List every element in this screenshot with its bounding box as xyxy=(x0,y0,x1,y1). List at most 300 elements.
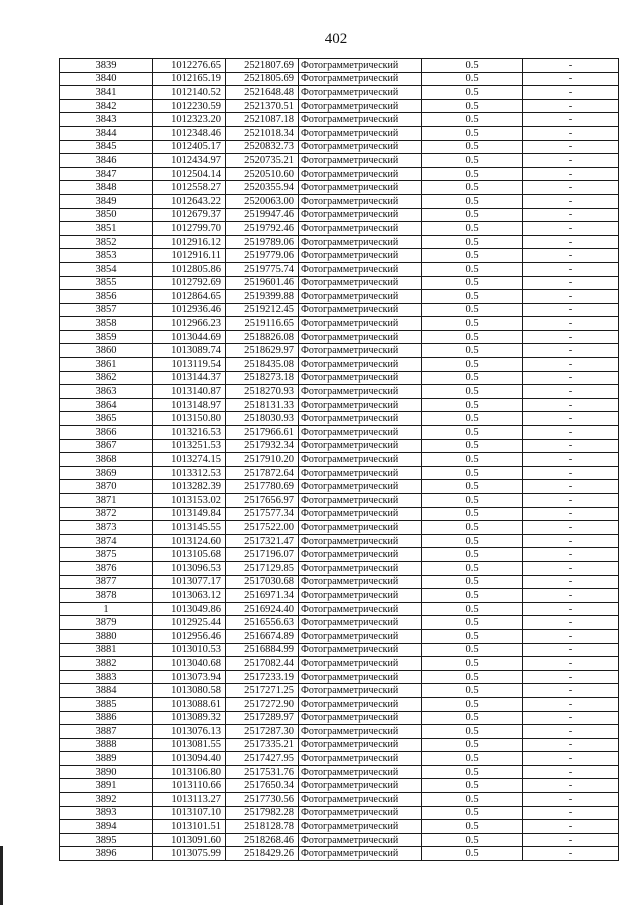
method-cell: Фотограмметрический xyxy=(299,684,422,698)
note-cell: - xyxy=(523,670,619,684)
method-cell: Фотограмметрический xyxy=(299,534,422,548)
accuracy-cell: 0.5 xyxy=(422,793,523,807)
table-row xyxy=(60,99,619,113)
note-cell: - xyxy=(523,208,619,222)
point-number-cell: 3880 xyxy=(60,629,153,643)
note-cell: - xyxy=(523,765,619,779)
method-cell: Фотограмметрический xyxy=(299,602,422,616)
note-cell: - xyxy=(523,657,619,671)
note-cell: - xyxy=(523,589,619,603)
method-cell: Фотограмметрический xyxy=(299,154,422,168)
accuracy-cell: 0.5 xyxy=(422,494,523,508)
point-number-cell: 3852 xyxy=(60,235,153,249)
point-number-cell: 3890 xyxy=(60,765,153,779)
table-row xyxy=(60,752,619,766)
point-number-cell: 3858 xyxy=(60,317,153,331)
point-number-cell: 3861 xyxy=(60,358,153,372)
y-coordinate-cell: 2517272.90 xyxy=(226,697,299,711)
point-number-cell: 3869 xyxy=(60,466,153,480)
table-row xyxy=(60,548,619,562)
table-row xyxy=(60,426,619,440)
accuracy-cell: 0.5 xyxy=(422,113,523,127)
table-row xyxy=(60,589,619,603)
method-cell: Фотограмметрический xyxy=(299,494,422,508)
point-number-cell: 3839 xyxy=(60,59,153,73)
x-coordinate-cell: 1012348.46 xyxy=(153,126,226,140)
method-cell: Фотограмметрический xyxy=(299,86,422,100)
accuracy-cell: 0.5 xyxy=(422,426,523,440)
point-number-cell: 3872 xyxy=(60,507,153,521)
x-coordinate-cell: 1013216.53 xyxy=(153,426,226,440)
method-cell: Фотограмметрический xyxy=(299,426,422,440)
accuracy-cell: 0.5 xyxy=(422,194,523,208)
note-cell: - xyxy=(523,59,619,73)
table-row xyxy=(60,738,619,752)
x-coordinate-cell: 1013274.15 xyxy=(153,453,226,467)
point-number-cell: 3885 xyxy=(60,697,153,711)
x-coordinate-cell: 1012864.65 xyxy=(153,290,226,304)
y-coordinate-cell: 2517982.28 xyxy=(226,806,299,820)
note-cell: - xyxy=(523,330,619,344)
x-coordinate-cell: 1013149.84 xyxy=(153,507,226,521)
x-coordinate-cell: 1012140.52 xyxy=(153,86,226,100)
note-cell: - xyxy=(523,793,619,807)
table-row xyxy=(60,86,619,100)
accuracy-cell: 0.5 xyxy=(422,670,523,684)
accuracy-cell: 0.5 xyxy=(422,752,523,766)
page-number: 402 xyxy=(324,31,348,47)
method-cell: Фотограмметрический xyxy=(299,507,422,521)
accuracy-cell: 0.5 xyxy=(422,276,523,290)
accuracy-cell: 0.5 xyxy=(422,154,523,168)
point-number-cell: 3857 xyxy=(60,303,153,317)
accuracy-cell: 0.5 xyxy=(422,290,523,304)
table-row xyxy=(60,820,619,834)
table-row xyxy=(60,494,619,508)
y-coordinate-cell: 2519116.65 xyxy=(226,317,299,331)
note-cell: - xyxy=(523,806,619,820)
y-coordinate-cell: 2517082.44 xyxy=(226,657,299,671)
note-cell: - xyxy=(523,126,619,140)
accuracy-cell: 0.5 xyxy=(422,86,523,100)
table-row xyxy=(60,697,619,711)
note-cell: - xyxy=(523,262,619,276)
accuracy-cell: 0.5 xyxy=(422,330,523,344)
table-row xyxy=(60,602,619,616)
point-number-cell: 3873 xyxy=(60,521,153,535)
method-cell: Фотограмметрический xyxy=(299,833,422,847)
table-row xyxy=(60,575,619,589)
note-cell: - xyxy=(523,317,619,331)
x-coordinate-cell: 1012792.69 xyxy=(153,276,226,290)
note-cell: - xyxy=(523,779,619,793)
point-number-cell: 3867 xyxy=(60,439,153,453)
point-number-cell: 3849 xyxy=(60,194,153,208)
method-cell: Фотограмметрический xyxy=(299,317,422,331)
x-coordinate-cell: 1013094.40 xyxy=(153,752,226,766)
method-cell: Фотограмметрический xyxy=(299,194,422,208)
point-number-cell: 3883 xyxy=(60,670,153,684)
point-number-cell: 3888 xyxy=(60,738,153,752)
y-coordinate-cell: 2520355.94 xyxy=(226,181,299,195)
point-number-cell: 3864 xyxy=(60,398,153,412)
note-cell: - xyxy=(523,466,619,480)
note-cell: - xyxy=(523,820,619,834)
x-coordinate-cell: 1012956.46 xyxy=(153,629,226,643)
note-cell: - xyxy=(523,222,619,236)
table-row xyxy=(60,222,619,236)
note-cell: - xyxy=(523,235,619,249)
method-cell: Фотограмметрический xyxy=(299,779,422,793)
method-cell: Фотограмметрический xyxy=(299,657,422,671)
method-cell: Фотограмметрический xyxy=(299,765,422,779)
note-cell: - xyxy=(523,344,619,358)
note-cell: - xyxy=(523,534,619,548)
note-cell: - xyxy=(523,643,619,657)
note-cell: - xyxy=(523,548,619,562)
y-coordinate-cell: 2518435.08 xyxy=(226,358,299,372)
x-coordinate-cell: 1013088.61 xyxy=(153,697,226,711)
x-coordinate-cell: 1012916.12 xyxy=(153,235,226,249)
x-coordinate-cell: 1012966.23 xyxy=(153,317,226,331)
table-row xyxy=(60,113,619,127)
accuracy-cell: 0.5 xyxy=(422,358,523,372)
method-cell: Фотограмметрический xyxy=(299,412,422,426)
x-coordinate-cell: 1013073.94 xyxy=(153,670,226,684)
x-coordinate-cell: 1013076.13 xyxy=(153,725,226,739)
point-number-cell: 3855 xyxy=(60,276,153,290)
point-number-cell: 3875 xyxy=(60,548,153,562)
note-cell: - xyxy=(523,72,619,86)
table-row xyxy=(60,371,619,385)
point-number-cell: 3846 xyxy=(60,154,153,168)
note-cell: - xyxy=(523,194,619,208)
accuracy-cell: 0.5 xyxy=(422,181,523,195)
method-cell: Фотограмметрический xyxy=(299,167,422,181)
x-coordinate-cell: 1013312.53 xyxy=(153,466,226,480)
table-row xyxy=(60,385,619,399)
accuracy-cell: 0.5 xyxy=(422,507,523,521)
accuracy-cell: 0.5 xyxy=(422,643,523,657)
y-coordinate-cell: 2518268.46 xyxy=(226,833,299,847)
method-cell: Фотограмметрический xyxy=(299,589,422,603)
method-cell: Фотограмметрический xyxy=(299,330,422,344)
y-coordinate-cell: 2520735.21 xyxy=(226,154,299,168)
table-row xyxy=(60,154,619,168)
x-coordinate-cell: 1013075.99 xyxy=(153,847,226,861)
accuracy-cell: 0.5 xyxy=(422,385,523,399)
accuracy-cell: 0.5 xyxy=(422,317,523,331)
x-coordinate-cell: 1013063.12 xyxy=(153,589,226,603)
y-coordinate-cell: 2517271.25 xyxy=(226,684,299,698)
x-coordinate-cell: 1012323.20 xyxy=(153,113,226,127)
x-coordinate-cell: 1013091.60 xyxy=(153,833,226,847)
note-cell: - xyxy=(523,154,619,168)
table-row xyxy=(60,317,619,331)
point-number-cell: 3889 xyxy=(60,752,153,766)
method-cell: Фотограмметрический xyxy=(299,697,422,711)
method-cell: Фотограмметрический xyxy=(299,126,422,140)
y-coordinate-cell: 2517287.30 xyxy=(226,725,299,739)
y-coordinate-cell: 2517427.95 xyxy=(226,752,299,766)
point-number-cell: 3851 xyxy=(60,222,153,236)
table-row xyxy=(60,847,619,861)
note-cell: - xyxy=(523,561,619,575)
x-coordinate-cell: 1013077.17 xyxy=(153,575,226,589)
accuracy-cell: 0.5 xyxy=(422,208,523,222)
method-cell: Фотограмметрический xyxy=(299,371,422,385)
method-cell: Фотограмметрический xyxy=(299,262,422,276)
y-coordinate-cell: 2516971.34 xyxy=(226,589,299,603)
table-row xyxy=(60,480,619,494)
y-coordinate-cell: 2518629.97 xyxy=(226,344,299,358)
table-row xyxy=(60,126,619,140)
x-coordinate-cell: 1013282.39 xyxy=(153,480,226,494)
table-row xyxy=(60,276,619,290)
accuracy-cell: 0.5 xyxy=(422,697,523,711)
table-row xyxy=(60,833,619,847)
x-coordinate-cell: 1013105.68 xyxy=(153,548,226,562)
accuracy-cell: 0.5 xyxy=(422,629,523,643)
table-row xyxy=(60,711,619,725)
note-cell: - xyxy=(523,602,619,616)
scan-edge-mark xyxy=(0,846,3,905)
point-number-cell: 3884 xyxy=(60,684,153,698)
x-coordinate-cell: 1013044.69 xyxy=(153,330,226,344)
y-coordinate-cell: 2516556.63 xyxy=(226,616,299,630)
x-coordinate-cell: 1012799.70 xyxy=(153,222,226,236)
x-coordinate-cell: 1012679.37 xyxy=(153,208,226,222)
note-cell: - xyxy=(523,847,619,861)
method-cell: Фотограмметрический xyxy=(299,806,422,820)
y-coordinate-cell: 2521087.18 xyxy=(226,113,299,127)
y-coordinate-cell: 2517650.34 xyxy=(226,779,299,793)
table-row xyxy=(60,262,619,276)
method-cell: Фотограмметрический xyxy=(299,181,422,195)
y-coordinate-cell: 2517932.34 xyxy=(226,439,299,453)
accuracy-cell: 0.5 xyxy=(422,398,523,412)
table-row xyxy=(60,303,619,317)
y-coordinate-cell: 2517910.20 xyxy=(226,453,299,467)
point-number-cell: 3842 xyxy=(60,99,153,113)
y-coordinate-cell: 2517730.56 xyxy=(226,793,299,807)
note-cell: - xyxy=(523,249,619,263)
y-coordinate-cell: 2517656.97 xyxy=(226,494,299,508)
method-cell: Фотограмметрический xyxy=(299,561,422,575)
accuracy-cell: 0.5 xyxy=(422,439,523,453)
accuracy-cell: 0.5 xyxy=(422,779,523,793)
point-number-cell: 3859 xyxy=(60,330,153,344)
point-number-cell: 3894 xyxy=(60,820,153,834)
accuracy-cell: 0.5 xyxy=(422,589,523,603)
note-cell: - xyxy=(523,453,619,467)
point-number-cell: 3871 xyxy=(60,494,153,508)
method-cell: Фотограмметрический xyxy=(299,140,422,154)
x-coordinate-cell: 1013089.74 xyxy=(153,344,226,358)
note-cell: - xyxy=(523,684,619,698)
y-coordinate-cell: 2517129.85 xyxy=(226,561,299,575)
accuracy-cell: 0.5 xyxy=(422,466,523,480)
y-coordinate-cell: 2521370.51 xyxy=(226,99,299,113)
accuracy-cell: 0.5 xyxy=(422,72,523,86)
note-cell: - xyxy=(523,616,619,630)
point-number-cell: 3876 xyxy=(60,561,153,575)
method-cell: Фотограмметрический xyxy=(299,276,422,290)
point-number-cell: 3874 xyxy=(60,534,153,548)
note-cell: - xyxy=(523,833,619,847)
accuracy-cell: 0.5 xyxy=(422,561,523,575)
note-cell: - xyxy=(523,86,619,100)
note-cell: - xyxy=(523,629,619,643)
table-row xyxy=(60,806,619,820)
y-coordinate-cell: 2519947.46 xyxy=(226,208,299,222)
method-cell: Фотограмметрический xyxy=(299,59,422,73)
point-number-cell: 3841 xyxy=(60,86,153,100)
point-number-cell: 3882 xyxy=(60,657,153,671)
accuracy-cell: 0.5 xyxy=(422,126,523,140)
note-cell: - xyxy=(523,276,619,290)
method-cell: Фотограмметрический xyxy=(299,847,422,861)
y-coordinate-cell: 2517531.76 xyxy=(226,765,299,779)
x-coordinate-cell: 1013080.58 xyxy=(153,684,226,698)
point-number-cell: 3840 xyxy=(60,72,153,86)
accuracy-cell: 0.5 xyxy=(422,521,523,535)
table-row xyxy=(60,439,619,453)
note-cell: - xyxy=(523,371,619,385)
y-coordinate-cell: 2521018.34 xyxy=(226,126,299,140)
y-coordinate-cell: 2519212.45 xyxy=(226,303,299,317)
x-coordinate-cell: 1013145.55 xyxy=(153,521,226,535)
method-cell: Фотограмметрический xyxy=(299,235,422,249)
method-cell: Фотограмметрический xyxy=(299,358,422,372)
accuracy-cell: 0.5 xyxy=(422,371,523,385)
point-number-cell: 3881 xyxy=(60,643,153,657)
accuracy-cell: 0.5 xyxy=(422,765,523,779)
point-number-cell: 3865 xyxy=(60,412,153,426)
y-coordinate-cell: 2519601.46 xyxy=(226,276,299,290)
x-coordinate-cell: 1013113.27 xyxy=(153,793,226,807)
coordinates-table xyxy=(59,58,619,861)
note-cell: - xyxy=(523,167,619,181)
x-coordinate-cell: 1013081.55 xyxy=(153,738,226,752)
note-cell: - xyxy=(523,113,619,127)
x-coordinate-cell: 1012165.19 xyxy=(153,72,226,86)
note-cell: - xyxy=(523,738,619,752)
y-coordinate-cell: 2519792.46 xyxy=(226,222,299,236)
point-number-cell: 3847 xyxy=(60,167,153,181)
accuracy-cell: 0.5 xyxy=(422,657,523,671)
table-row xyxy=(60,249,619,263)
y-coordinate-cell: 2518826.08 xyxy=(226,330,299,344)
accuracy-cell: 0.5 xyxy=(422,99,523,113)
table-row xyxy=(60,561,619,575)
x-coordinate-cell: 1013119.54 xyxy=(153,358,226,372)
point-number-cell: 3854 xyxy=(60,262,153,276)
x-coordinate-cell: 1013040.68 xyxy=(153,657,226,671)
method-cell: Фотограмметрический xyxy=(299,616,422,630)
point-number-cell: 3870 xyxy=(60,480,153,494)
accuracy-cell: 0.5 xyxy=(422,738,523,752)
table-row xyxy=(60,167,619,181)
y-coordinate-cell: 2517030.68 xyxy=(226,575,299,589)
table-row xyxy=(60,643,619,657)
table-row xyxy=(60,521,619,535)
method-cell: Фотограмметрический xyxy=(299,752,422,766)
method-cell: Фотограмметрический xyxy=(299,548,422,562)
point-number-cell: 3860 xyxy=(60,344,153,358)
x-coordinate-cell: 1013148.97 xyxy=(153,398,226,412)
accuracy-cell: 0.5 xyxy=(422,711,523,725)
y-coordinate-cell: 2521807.69 xyxy=(226,59,299,73)
point-number-cell: 3856 xyxy=(60,290,153,304)
table-row xyxy=(60,208,619,222)
accuracy-cell: 0.5 xyxy=(422,222,523,236)
note-cell: - xyxy=(523,303,619,317)
point-number-cell: 3891 xyxy=(60,779,153,793)
point-number-cell: 3868 xyxy=(60,453,153,467)
point-number-cell: 3896 xyxy=(60,847,153,861)
y-coordinate-cell: 2517966.61 xyxy=(226,426,299,440)
note-cell: - xyxy=(523,480,619,494)
method-cell: Фотограмметрический xyxy=(299,521,422,535)
method-cell: Фотограмметрический xyxy=(299,629,422,643)
x-coordinate-cell: 1013107.10 xyxy=(153,806,226,820)
method-cell: Фотограмметрический xyxy=(299,222,422,236)
x-coordinate-cell: 1013150.80 xyxy=(153,412,226,426)
x-coordinate-cell: 1012434.97 xyxy=(153,154,226,168)
x-coordinate-cell: 1013110.66 xyxy=(153,779,226,793)
accuracy-cell: 0.5 xyxy=(422,534,523,548)
table-row xyxy=(60,684,619,698)
accuracy-cell: 0.5 xyxy=(422,344,523,358)
x-coordinate-cell: 1013140.87 xyxy=(153,385,226,399)
note-cell: - xyxy=(523,290,619,304)
method-cell: Фотограмметрический xyxy=(299,670,422,684)
table-row xyxy=(60,412,619,426)
point-number-cell: 3853 xyxy=(60,249,153,263)
point-number-cell: 3850 xyxy=(60,208,153,222)
accuracy-cell: 0.5 xyxy=(422,262,523,276)
y-coordinate-cell: 2517289.97 xyxy=(226,711,299,725)
table-row xyxy=(60,765,619,779)
point-number-cell: 3848 xyxy=(60,181,153,195)
x-coordinate-cell: 1013106.80 xyxy=(153,765,226,779)
y-coordinate-cell: 2517335.21 xyxy=(226,738,299,752)
y-coordinate-cell: 2520832.73 xyxy=(226,140,299,154)
accuracy-cell: 0.5 xyxy=(422,847,523,861)
accuracy-cell: 0.5 xyxy=(422,684,523,698)
x-coordinate-cell: 1012916.11 xyxy=(153,249,226,263)
x-coordinate-cell: 1013010.53 xyxy=(153,643,226,657)
point-number-cell: 3844 xyxy=(60,126,153,140)
method-cell: Фотограмметрический xyxy=(299,738,422,752)
table-row xyxy=(60,140,619,154)
table-row xyxy=(60,657,619,671)
x-coordinate-cell: 1012936.46 xyxy=(153,303,226,317)
method-cell: Фотограмметрический xyxy=(299,643,422,657)
point-number-cell: 3892 xyxy=(60,793,153,807)
method-cell: Фотограмметрический xyxy=(299,439,422,453)
y-coordinate-cell: 2520063.00 xyxy=(226,194,299,208)
accuracy-cell: 0.5 xyxy=(422,820,523,834)
accuracy-cell: 0.5 xyxy=(422,249,523,263)
y-coordinate-cell: 2518273.18 xyxy=(226,371,299,385)
note-cell: - xyxy=(523,398,619,412)
x-coordinate-cell: 1012276.65 xyxy=(153,59,226,73)
method-cell: Фотограмметрический xyxy=(299,575,422,589)
y-coordinate-cell: 2519775.74 xyxy=(226,262,299,276)
method-cell: Фотограмметрический xyxy=(299,466,422,480)
